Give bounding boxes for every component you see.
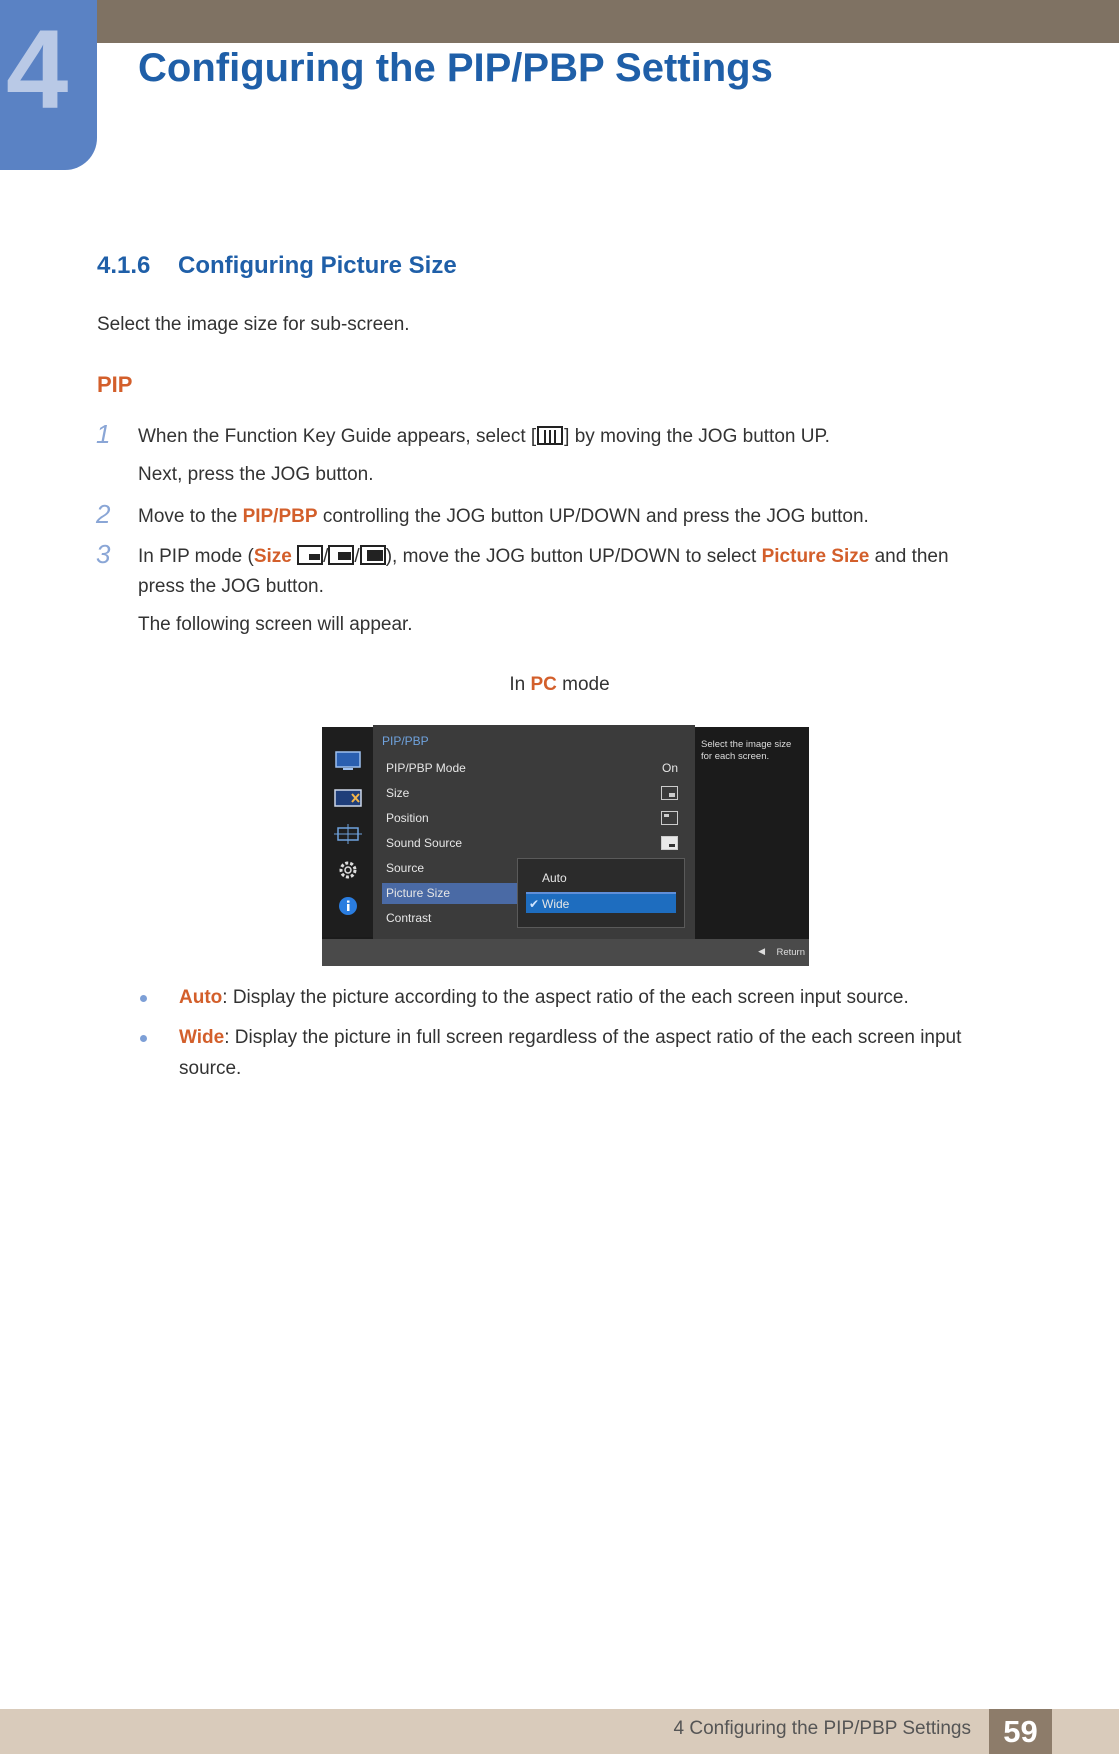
pip-size-small-icon [297,545,323,565]
popup-option-auto[interactable]: Auto [542,871,567,885]
top-banner [0,0,1119,43]
osd-help-panel [695,727,809,937]
chapter-title: Configuring the PIP/PBP Settings [138,46,773,90]
osd-item-position[interactable] [382,808,688,829]
pip-size-medium-icon [328,545,354,565]
osd-item-label: Sound Source [386,836,463,850]
caption-part: In [509,674,531,695]
step-text-part: and then [869,546,949,567]
step-number: 3 [96,539,111,569]
subsection-title: PIP [97,372,133,397]
bullet-icon [140,995,147,1002]
screen-caption [0,674,1119,696]
pip-function-key-icon [537,426,563,445]
step-text-next: Next, press the JOG button. [138,464,374,485]
return-arrow-icon: ◀ [758,946,765,956]
section-intro: Select the image size for sub-screen. [97,314,410,335]
step-number: 2 [96,499,111,529]
bullet-term: Wide [179,1027,225,1048]
resize-icon[interactable] [334,824,362,844]
step-text-part: Move to the [138,506,243,527]
osd-item-label: Size [386,786,410,800]
step-number: 1 [96,419,111,449]
step-text-part: In PIP mode ( [138,546,254,567]
osd-sidebar [322,727,374,937]
bullet-term: Auto [179,987,223,1008]
size-icon [661,786,678,800]
osd-menu-title: PIP/PBP [382,734,429,748]
section-number: 4.1.6 [97,252,151,279]
osd-item-label: Picture Size [386,886,451,900]
bullet-item-auto [179,982,1059,1013]
step-text-part: When the Function Key Guide appears, select [ [138,426,537,447]
osd-help-text: Select the image size for each screen. [701,739,792,762]
menu-term: Size [253,546,292,567]
bullet-desc: : Display the picture in full screen regardless of the aspect ratio of the each screen input [224,1027,962,1048]
position-icon [661,811,678,825]
page-number: 59 [1003,1714,1038,1749]
step-text [138,421,830,452]
osd-item-label: Position [386,811,429,825]
osd-item-sound-source[interactable] [382,833,688,854]
step-text-part: controlling the JOG button UP/DOWN and press the JOG button. [317,506,869,527]
menu-term: PIP/PBP [242,506,318,527]
osd-item-pip-pbp-mode[interactable] [382,758,688,779]
menu-term: Picture Size [761,546,870,567]
bullet-item-wide-line2: source. [179,1058,242,1079]
caption-mode: PC [530,674,557,695]
sound-source-icon [661,836,678,850]
bullet-desc: : Display the picture according to the aspect ratio of the each screen input source. [222,987,909,1008]
section-heading [97,252,457,280]
osd-item-value: On [661,761,678,775]
monitor-icon[interactable] [334,751,362,771]
osd-item-label: Contrast [386,911,432,925]
osd-bottom-bar [322,939,809,966]
step-text: In PIP mode (Size / / ), move the JOG button UP/DOWN to select Picture Size and then [138,546,949,567]
pip-icon[interactable] [334,788,362,808]
popup-option-label: Wide [542,897,570,911]
step-text-line2: press the JOG button. [138,576,324,597]
footer-chapter-label: 4 Configuring the PIP/PBP Settings [673,1718,971,1739]
popup-option-wide[interactable] [526,892,676,913]
chapter-number: 4 [6,7,69,132]
step-text-part: ), move the JOG button UP/DOWN to select [385,546,762,567]
check-icon: ✔ [529,897,540,911]
step-text [138,501,869,532]
gear-icon[interactable] [334,860,362,880]
bullet-icon [140,1035,147,1042]
caption-part: mode [556,674,610,695]
osd-item-label: Source [386,861,425,875]
picture-size-popup [517,858,685,928]
page-number-box [989,1709,1052,1754]
chapter-tab [0,0,97,170]
osd-item-size[interactable] [382,783,688,804]
pip-size-large-icon [360,545,386,565]
bullet-item-wide [179,1022,1059,1053]
step-text-line3: The following screen will appear. [138,614,413,635]
osd-item-picture-size[interactable] [382,883,517,904]
osd-item-label: PIP/PBP Mode [386,761,466,775]
osd-return-button[interactable]: Return [776,947,805,958]
section-title: Configuring Picture Size [178,252,457,279]
step-text-part: ] by moving the JOG button UP. [564,426,830,447]
info-icon[interactable] [334,896,362,916]
